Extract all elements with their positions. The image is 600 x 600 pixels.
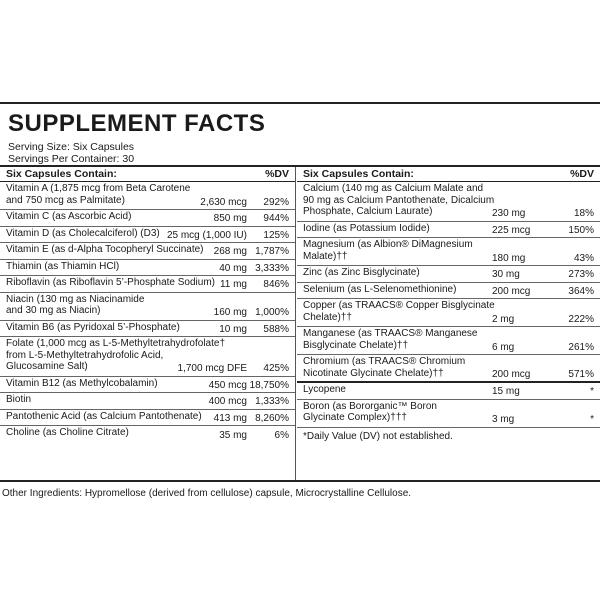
panel-title: SUPPLEMENT FACTS xyxy=(8,110,266,137)
nutrient-amount: 268 mg xyxy=(213,246,247,257)
nutrient-amount: 230 mg xyxy=(492,208,526,219)
nutrient-row xyxy=(297,222,600,239)
nutrient-dv: 6% xyxy=(274,430,289,441)
nutrient-name: Folate (1,000 mcg as L-5-Methyltetrahydrofolate† from L-5-Methyltetrahydrofolic Acid, Glucosamine Salt) xyxy=(6,338,225,372)
nutrient-row xyxy=(0,321,295,338)
nutrient-amount: 225 mcg xyxy=(492,224,531,236)
nutrient-dv: 43% xyxy=(573,252,594,264)
nutrient-dv: 150% xyxy=(568,224,594,236)
nutrient-name: Calcium (140 mg as Calcium Malate and 90 mg as Calcium Pantothenate, Dicalcium Phosphate, Calcium Laurate) xyxy=(303,183,495,217)
nutrient-amount: 160 mg xyxy=(213,307,247,318)
nutrient-amount: 2 mg xyxy=(492,313,515,325)
nutrient-name: Biotin xyxy=(6,394,32,405)
nutrient-dv: 18,750% xyxy=(249,379,289,391)
right-column-header xyxy=(297,167,600,182)
nutrient-dv: * xyxy=(590,386,594,397)
nutrient-row xyxy=(0,227,295,244)
nutrient-name: Manganese (as TRAACS® Manganese Bisglycinate Chelate)†† xyxy=(303,328,478,351)
nutrient-row xyxy=(297,355,600,383)
nutrient-amount: 25 mcg (1,000 IU) xyxy=(166,229,247,241)
nutrient-amount: 450 mcg xyxy=(208,379,247,391)
other-ingredients: Other Ingredients: Hypromellose (derived from cellulose) capsule, Microcrystalline Cellulose. xyxy=(2,488,412,499)
supplement-facts-panel xyxy=(0,102,600,482)
serving-info xyxy=(8,141,134,165)
column-header-name: Six Capsules Contain: xyxy=(303,168,414,180)
nutrient-name: Pantothenic Acid (as Calcium Pantothenate) xyxy=(6,410,202,422)
nutrient-dv: 125% xyxy=(263,229,289,241)
nutrient-name: Vitamin C (as Ascorbic Acid) xyxy=(6,211,132,222)
nutrient-row xyxy=(0,243,295,260)
right-rows xyxy=(297,182,600,428)
nutrient-name: Boron (as Bororganic™ Boron Glycinate Complex)††† xyxy=(303,400,437,423)
nutrient-name: Copper (as TRAACS® Copper Bisglycinate Chelate)†† xyxy=(303,300,495,323)
nutrient-dv: * xyxy=(590,414,594,425)
nutrient-dv: 588% xyxy=(263,323,289,335)
nutrient-amount: 10 mg xyxy=(219,323,247,335)
nutrient-amount: 2,630 mcg xyxy=(200,196,247,208)
column-header-name: Six Capsules Contain: xyxy=(6,168,117,180)
nutrient-name: Riboflavin (as Riboflavin 5’-Phosphate Sodium) xyxy=(6,277,215,288)
left-column xyxy=(0,167,296,480)
nutrient-dv: 846% xyxy=(263,279,289,290)
nutrient-row xyxy=(0,410,295,427)
servings-per-container: Servings Per Container: 30 xyxy=(8,153,135,165)
nutrient-row xyxy=(297,383,600,400)
nutrient-name: Niacin (130 mg as Niacinamide and 30 mg as Niacin) xyxy=(6,293,145,316)
nutrient-amount: 413 mg xyxy=(213,412,247,424)
serving-size: Serving Size: Six Capsules xyxy=(8,141,135,153)
nutrient-name: Iodine (as Potassium Iodide) xyxy=(303,222,430,234)
nutrient-name: Vitamin E (as d-Alpha Tocopheryl Succinate) xyxy=(6,244,204,255)
nutrient-name: Zinc (as Zinc Bisglycinate) xyxy=(303,267,420,278)
left-rows xyxy=(0,182,295,443)
nutrient-name: Selenium (as L-Selenomethionine) xyxy=(303,283,457,295)
nutrient-amount: 35 mg xyxy=(219,430,247,441)
nutrient-name: Chromium (as TRAACS® Chromium Nicotinate Glycinate Chelate)†† xyxy=(303,356,466,379)
column-header-dv: %DV xyxy=(570,168,594,180)
nutrient-amount: 40 mg xyxy=(219,262,247,274)
nutrient-dv: 1,787% xyxy=(255,246,289,257)
nutrient-row xyxy=(297,299,600,327)
nutrient-dv: 261% xyxy=(568,341,594,353)
nutrient-row xyxy=(297,327,600,355)
nutrient-name: Thiamin (as Thiamin HCl) xyxy=(6,260,120,272)
nutrient-dv: 944% xyxy=(263,213,289,224)
nutrient-name: Vitamin B6 (as Pyridoxal 5’-Phosphate) xyxy=(6,321,180,333)
nutrient-amount: 850 mg xyxy=(213,213,247,224)
nutrient-amount: 6 mg xyxy=(492,341,515,353)
nutrient-name: Vitamin D (as Cholecalciferol) (D3) xyxy=(6,227,160,239)
nutrient-amount: 200 mcg xyxy=(492,368,531,380)
nutrient-row xyxy=(0,260,295,277)
nutrient-row xyxy=(297,400,600,428)
nutrient-row xyxy=(0,293,295,321)
nutrient-name: Vitamin A (1,875 mcg from Beta Carotene and 750 mcg as Palmitate) xyxy=(6,183,191,206)
nutrient-dv: 273% xyxy=(568,269,594,280)
nutrient-dv: 18% xyxy=(573,208,594,219)
nutrient-row xyxy=(0,210,295,227)
nutrient-dv: 571% xyxy=(568,368,594,380)
nutrient-amount: 3 mg xyxy=(492,414,515,425)
nutrient-amount: 180 mg xyxy=(492,252,526,264)
nutrient-row xyxy=(297,283,600,300)
nutrient-dv: 222% xyxy=(568,313,594,325)
nutrient-amount: 200 mcg xyxy=(492,285,531,297)
footnote: *Daily Value (DV) not established. xyxy=(303,430,453,442)
nutrient-dv: 425% xyxy=(263,363,289,374)
right-column xyxy=(297,167,600,442)
nutrient-amount: 1,700 mcg DFE xyxy=(177,363,247,374)
nutrient-dv: 8,260% xyxy=(255,412,289,424)
nutrient-amount: 30 mg xyxy=(492,269,520,280)
nutrient-name: Lycopene xyxy=(303,384,346,395)
nutrient-dv: 292% xyxy=(263,196,289,208)
nutrient-row xyxy=(0,393,295,410)
nutrient-dv: 1,000% xyxy=(255,307,289,318)
nutrient-row xyxy=(0,182,295,210)
nutrient-amount: 400 mcg xyxy=(208,396,247,407)
nutrient-row xyxy=(297,266,600,283)
nutrient-dv: 3,333% xyxy=(255,262,289,274)
nutrient-name: Vitamin B12 (as Methylcobalamin) xyxy=(6,377,158,389)
column-header-dv: %DV xyxy=(265,168,289,180)
nutrient-row xyxy=(0,337,295,377)
nutrient-name: Magnesium (as Albion® DiMagnesium Malate)†† xyxy=(303,239,473,262)
nutrient-amount: 15 mg xyxy=(492,386,520,397)
nutrient-amount: 11 mg xyxy=(219,279,247,290)
nutrient-row xyxy=(297,238,600,266)
left-column-header xyxy=(0,167,295,182)
nutrient-row xyxy=(0,276,295,293)
nutrient-name: Choline (as Choline Citrate) xyxy=(6,427,129,438)
nutrient-dv: 1,333% xyxy=(255,396,289,407)
nutrient-row xyxy=(0,377,295,394)
nutrient-dv: 364% xyxy=(568,285,594,297)
nutrient-row xyxy=(0,426,295,443)
nutrient-row xyxy=(297,182,600,222)
